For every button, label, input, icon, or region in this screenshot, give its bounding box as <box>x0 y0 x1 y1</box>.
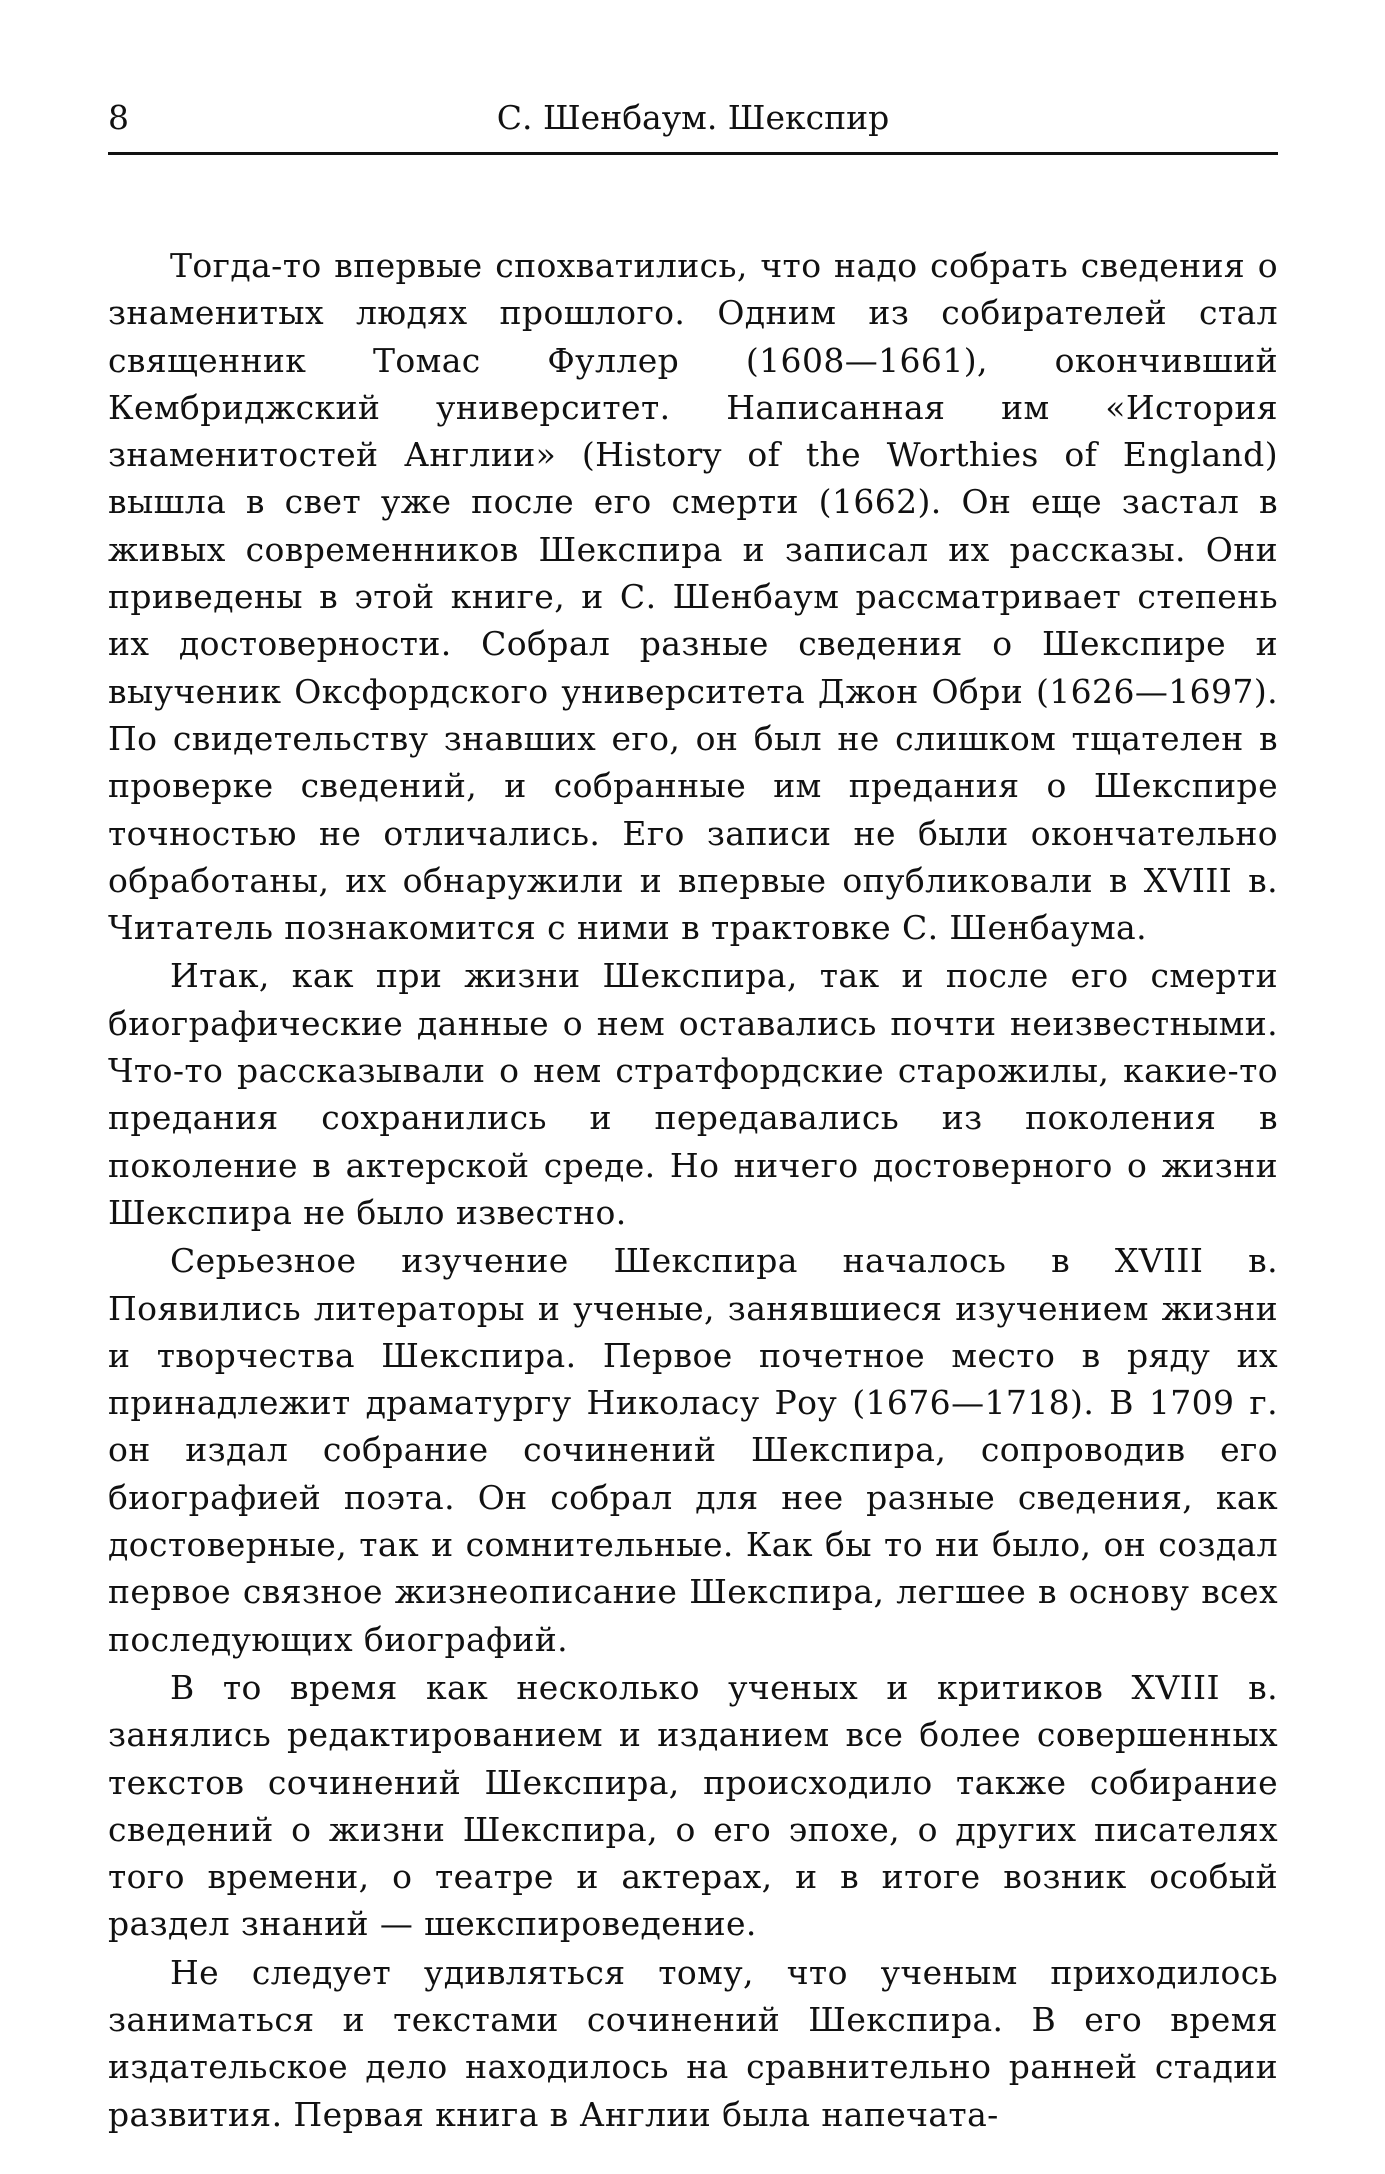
running-head <box>108 90 1278 146</box>
paragraph: Итак, как при жизни Шекспира, так и после его смерти биографические данные о нем оставались почти неизвестными. Что-то рассказывали о нем стратфордские старожилы, какие-то предания сохранились и передавались из поколения в поколение в актерской среде. Но ничего достоверного о жизни Шекспира не было известно. <box>108 956 1278 1232</box>
book-page <box>108 90 1278 2139</box>
header-rule <box>108 152 1278 155</box>
paragraph: Тогда-то впервые спохватились, что надо собрать сведения о знаменитых людях прошлого. Одним из собирателей стал священник Томас Фуллер (1608—1661), окончивший Кембриджский университет. Написанная им «История знаменитостей Англии» (History of the Worthies of England) вышла в свет уже после его смерти (1662). Он еще застал в живых современников Шекспира и записал их рассказы. Они приведены в этой книге, и С. Шенбаум рассматривает степень их достоверности. Собрал разные сведения о Шекспире и выученик Оксфордского университета Джон Обри (1626—1697). По свидетельству знавших его, он был не слишком тщателен в проверке сведений, и собранные им предания о Шекспире точностью не отличались. Его записи не были окончательно обработаны, их обнаружили и впервые опубликовали в XVIII в. Читатель познакомится с ними в трактовке С. Шенбаума. <box>108 246 1278 948</box>
paragraph: В то время как несколько ученых и критиков XVIII в. занялись редактированием и изданием все более совершенных текстов сочинений Шекспира, происходило также собирание сведений о жизни Шекспира, о его эпохе, о других писателях того времени, о театре и актерах, и в итоге возник особый раздел знаний — шекспироведение. <box>108 1667 1278 1944</box>
body-text <box>108 242 1278 2138</box>
paragraph: Серьезное изучение Шекспира началось в XVIII в. Появились литераторы и ученые, занявшиеся изучением жизни и творчества Шекспира. Первое почетное место в ряду их принадлежит драматургу Николасу Роу (1676—1718). В 1709 г. он издал собрание сочинений Шекспира, сопроводив его биографией поэта. Он собрал для нее разные сведения, как достоверные, так и сомнительные. Как бы то ни было, он создал первое связное жизнеописание Шекспира, легшее в основу всех последующих биографий. <box>108 1241 1278 1659</box>
paragraph: Не следует удивляться тому, что ученым приходилось заниматься и текстами сочинений Шекспира. В его время издательское дело находилось на сравнительно ранней стадии развития. Первая книга в Англии была напечата- <box>108 1952 1278 2134</box>
page-number: 8 <box>108 98 129 137</box>
running-head-title: С. Шенбаум. Шекспир <box>496 98 890 137</box>
